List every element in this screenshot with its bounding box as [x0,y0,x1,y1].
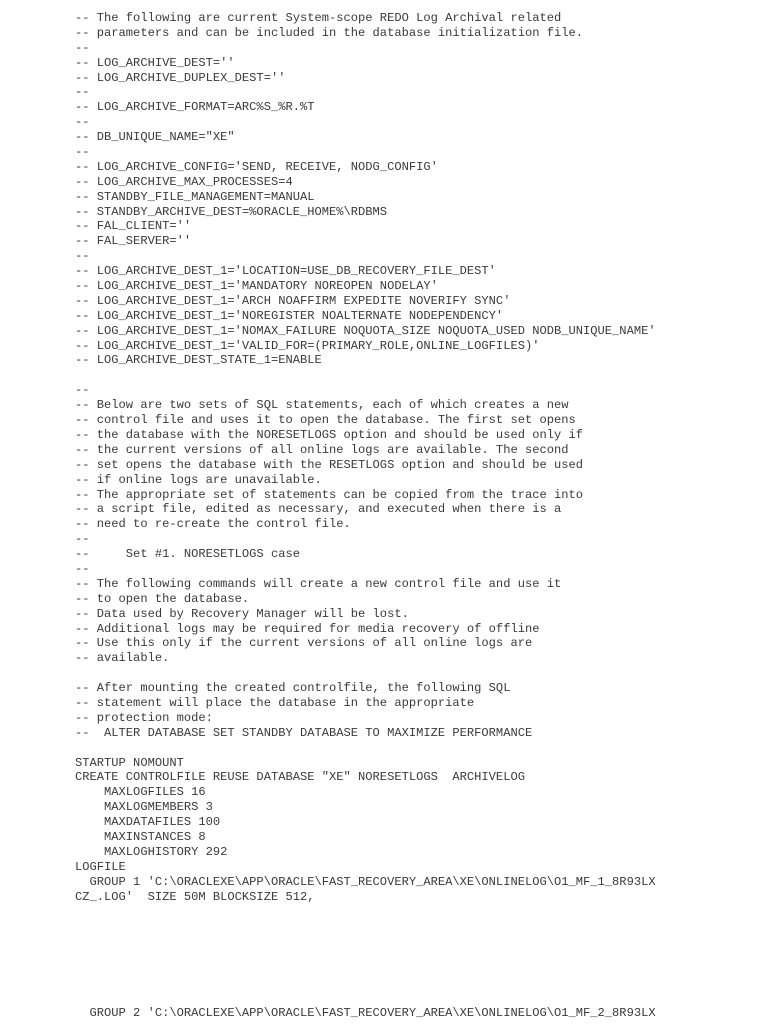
code-line: -- [75,115,90,130]
code-line: -- available. [75,651,170,666]
code-line: -- LOG_ARCHIVE_DEST_STATE_1=ENABLE [75,353,322,368]
code-line: -- [75,85,90,100]
code-line: -- a script file, edited as necessary, and executed when there is a [75,502,562,517]
code-line: -- statement will place the database in the appropriate [75,695,475,710]
code-line: -- ALTER DATABASE SET STANDBY DATABASE TO MAXIMIZE PERFORMANCE [75,725,533,740]
code-line: -- The following commands will create a new control file and use it [75,576,562,591]
code-line: MAXINSTANCES 8 [75,829,206,844]
code-line: -- the database with the NORESETLOGS option and should be used only if [75,427,584,442]
code-line: -- The following are current System-scope REDO Log Archival related [75,11,562,25]
code-line: LOGFILE [75,859,126,874]
code-line: MAXLOGHISTORY 292 [75,844,228,859]
code-line [75,368,656,383]
code-line: -- set opens the database with the RESETLOGS option and should be used [75,457,584,472]
code-line: -- LOG_ARCHIVE_DEST_1='VALID_FOR=(PRIMARY_ROLE,ONLINE_LOGFILES)' [75,338,540,353]
code-line: -- Use this only if the current versions of all online logs are [75,636,533,651]
code-line: -- After mounting the created controlfile, the following SQL [75,681,511,696]
code-line [75,666,656,681]
code-line: -- FAL_CLIENT='' [75,219,192,234]
code-line: -- need to re-create the control file. [75,517,351,532]
code-line: -- LOG_ARCHIVE_DEST_1='ARCH NOAFFIRM EXPEDITE NOVERIFY SYNC' [75,293,511,308]
code-line: -- Below are two sets of SQL statements, each of which creates a new [75,398,569,413]
code-line: -- LOG_ARCHIVE_DEST_1='NOMAX_FAILURE NOQUOTA_SIZE NOQUOTA_USED NODB_UNIQUE_NAME' [75,323,656,338]
code-line: -- LOG_ARCHIVE_MAX_PROCESSES=4 [75,174,293,189]
code-line: -- The appropriate set of statements can be copied from the trace into [75,487,584,502]
code-line: -- [75,561,90,576]
code-line: -- LOG_ARCHIVE_FORMAT=ARC%S_%R.%T [75,100,315,115]
code-line: -- [75,383,90,398]
code-line: -- FAL_SERVER='' [75,234,192,249]
code-line: -- parameters and can be included in the database initialization file. [75,25,584,40]
code-line: -- LOG_ARCHIVE_CONFIG='SEND, RECEIVE, NODG_CONFIG' [75,159,438,174]
code-line: -- STANDBY_ARCHIVE_DEST=%ORACLE_HOME%\RDBMS [75,204,388,219]
code-line: -- LOG_ARCHIVE_DEST_1='NOREGISTER NOALTERNATE NODEPENDENCY' [75,308,504,323]
code-line: -- DB_UNIQUE_NAME="XE" [75,130,235,145]
code-line: -- control file and uses it to open the database. The first set opens [75,413,576,428]
code-line: MAXLOGMEMBERS 3 [75,800,213,815]
code-line: CREATE CONTROLFILE REUSE DATABASE "XE" NORESETLOGS ARCHIVELOG [75,770,525,785]
code-line: -- LOG_ARCHIVE_DEST_1='LOCATION=USE_DB_RECOVERY_FILE_DEST' [75,264,496,279]
code-line: -- Set #1. NORESETLOGS case [75,547,300,562]
code-line: -- the current versions of all online logs are available. The second [75,442,569,457]
code-line: -- Additional logs may be required for media recovery of offline [75,621,540,636]
code-line: -- protection mode: [75,710,213,725]
code-line: -- [75,145,90,160]
code-line: -- to open the database. [75,591,250,606]
code-line: MAXDATAFILES 100 [75,815,221,830]
code-line: STARTUP NOMOUNT [75,755,184,770]
code-line: -- LOG_ARCHIVE_DUPLEX_DEST='' [75,70,286,85]
code-line: MAXLOGFILES 16 [75,785,206,800]
code-line: -- LOG_ARCHIVE_DEST_1='MANDATORY NOREOPEN NODELAY' [75,279,438,294]
code-line [75,741,656,756]
code-line: -- STANDBY_FILE_MANAGEMENT=MANUAL [75,189,315,204]
sql-script-text [75,11,656,904]
code-line: -- [75,249,90,264]
code-line: CZ_.LOG' SIZE 50M BLOCKSIZE 512, [75,889,315,904]
code-line: -- [75,40,90,55]
code-line: -- LOG_ARCHIVE_DEST='' [75,55,235,70]
code-line: -- Data used by Recovery Manager will be lost. [75,606,409,621]
sql-script-trailing-line: GROUP 2 'C:\ORACLEXE\APP\ORACLE\FAST_RECOVERY_AREA\XE\ONLINELOG\O1_MF_2_8R93LX [75,1006,656,1020]
code-line: -- if online logs are unavailable. [75,472,322,487]
code-line: -- [75,532,90,547]
code-line: GROUP 1 'C:\ORACLEXE\APP\ORACLE\FAST_RECOVERY_AREA\XE\ONLINELOG\O1_MF_1_8R93LX [75,874,656,889]
